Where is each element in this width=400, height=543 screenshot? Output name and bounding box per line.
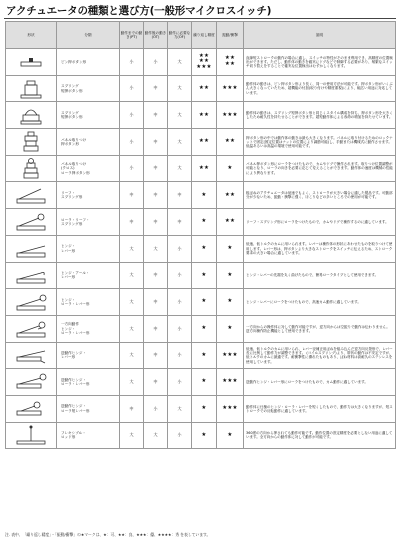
shape-cell: [6, 289, 57, 316]
pt-cell: 小: [120, 102, 144, 129]
header-ot: 動作後の動き(OT): [144, 22, 168, 49]
vibration-cell: ★: [217, 422, 244, 449]
reverse-roller-short-lever-icon: [11, 397, 51, 421]
table-row: [6, 342, 396, 369]
description-cell: 動作体の動きは、ピン押ボタン形より長く、同一の使用方法が可能です。押ボタン形がいくぶん大きくなっていたため、超機能の付加(取り付けや精度重視)により、幅広い用途に対応しています。: [244, 75, 396, 102]
vibration-cell: ★: [217, 155, 244, 182]
of-cell: 大: [168, 102, 192, 129]
repeat-cell: ★: [192, 395, 217, 422]
header-vibration: 振動/衝撃: [217, 22, 244, 49]
repeat-cell: ★: [192, 369, 217, 396]
ot-cell: 中: [144, 209, 168, 236]
repeat-cell: ★: [192, 235, 217, 262]
description-cell: パネル押ボタン形にローラをつけたもので、カムやドグで操作されます。取りつけ位置調整が可能となり、ローラの向きを必要に応じて変えることができます。動作体の速度は機械の性能により異なります。: [244, 155, 396, 182]
repeat-cell: ★: [192, 315, 217, 342]
shape-cell: [6, 422, 57, 449]
ot-cell: 中: [144, 182, 168, 209]
table-row: [6, 262, 396, 289]
description-cell: リーフ・スプリング形にローラをつけたもので、カムやドグで操作するのに適しています。: [244, 209, 396, 236]
ot-cell: 中: [144, 129, 168, 156]
vibration-cell: ★: [217, 289, 244, 316]
pin-plunger-icon: [11, 50, 51, 74]
of-cell: 小: [168, 235, 192, 262]
vibration-cell: ★: [217, 262, 244, 289]
table-row: [6, 129, 396, 156]
repeat-cell: ★★ ★★ ★★★: [192, 49, 217, 76]
pt-cell: 大: [120, 289, 144, 316]
panel-mount-roller-plunger-icon: [11, 157, 51, 181]
table-row: [6, 75, 396, 102]
class-cell: 逆動作ヒンジ・ レバー形: [57, 342, 120, 369]
description-cell: 低速、低トルクのカムに用いられ、レバー径補正用ばねを組み込んだ逆方向反発形で、レバー長に比例して動作力が調整できます。 (コイルスプリング)より、帯状の動作は不安定ですが、低トルクのカムに最適です。耐衝撃性に優れたものもあり、ばね材料は高耐久のステンレスを使用しています。: [244, 342, 396, 369]
ot-cell: 小: [144, 49, 168, 76]
shape-cell: [6, 369, 57, 396]
spring-plunger-icon: [11, 77, 51, 101]
repeat-cell: ★: [192, 422, 217, 449]
table-row: [6, 182, 396, 209]
pt-cell: 大: [120, 422, 144, 449]
table-row: [6, 315, 396, 342]
of-cell: 小: [168, 315, 192, 342]
of-cell: 大: [168, 155, 192, 182]
vibration-cell: ★★★: [217, 75, 244, 102]
shape-cell: [6, 75, 57, 102]
description-cell: 逆動作ヒンジ・レバー形にローラをつけたもので、カム動作に適しています。: [244, 369, 396, 396]
vibration-cell: ★★★: [217, 102, 244, 129]
reverse-hinge-lever-icon: [11, 343, 51, 367]
table-row: [6, 369, 396, 396]
vibration-cell: ★★ ★★: [217, 49, 244, 76]
table-row: [6, 289, 396, 316]
of-cell: 大: [168, 129, 192, 156]
shape-cell: [6, 102, 57, 129]
of-cell: 中: [168, 209, 192, 236]
vibration-cell: ★★★: [217, 369, 244, 396]
description-cell: 直線短ストロークの動作の場合に適し、スイッチの特性がそのまま利用でき、高精度の位置検出ができます。ただし、動作体の動きを確実にドグなどで制御する必要があり、頻繁なスイッチ切り替えをすることで確実な位置検出はむずかしくなります。: [244, 49, 396, 76]
class-cell: 逆動作ヒンジ・ ローラ・レバー形: [57, 369, 120, 396]
one-way-roller-lever-icon: [11, 317, 51, 341]
of-cell: 小: [168, 422, 192, 449]
shape-cell: [6, 262, 57, 289]
shape-cell: [6, 182, 57, 209]
ot-cell: 中: [144, 262, 168, 289]
vibration-cell: ★★: [217, 129, 244, 156]
vibration-cell: ★★★: [217, 395, 244, 422]
pt-cell: 大: [120, 235, 144, 262]
class-cell: フレキシブル・ ロッド形: [57, 422, 120, 449]
header-class: 分類: [57, 22, 120, 49]
repeat-cell: ★★: [192, 75, 217, 102]
repeat-cell: ★★: [192, 155, 217, 182]
table-row: [6, 209, 396, 236]
actuator-table: [5, 21, 396, 449]
shape-cell: [6, 395, 57, 422]
table-row: [6, 49, 396, 76]
hinge-roller-lever-icon: [11, 290, 51, 314]
pt-cell: 小: [120, 155, 144, 182]
description-cell: 動作体に仕様のヒンジ・ローラ・レバーを短くしたもので、動作力は大きくなりますが、短ストロークでの反転動作に適しています。: [244, 395, 396, 422]
vibration-cell: ★★: [217, 182, 244, 209]
ot-cell: 中: [144, 369, 168, 396]
ot-cell: 小: [144, 395, 168, 422]
flexible-rod-icon: [11, 423, 51, 447]
header-shape: 形状: [6, 22, 57, 49]
repeat-cell: ★: [192, 289, 217, 316]
ot-cell: 中: [144, 102, 168, 129]
spring-short-plunger-icon: [11, 103, 51, 127]
description-cell: 360度の方向から押されても動作可能です。動作位置の設定精度を必要としない用途に適しています。全方向からの動作体に対して動作が可能です。: [244, 422, 396, 449]
ot-cell: 中: [144, 342, 168, 369]
page-title: アクチュエータの種類と選び方(一般形マイクロスイッチ): [6, 5, 272, 17]
of-cell: 大: [168, 49, 192, 76]
footnote: 注. 表中、「繰り返し精度」・「振動/衝撃」の★マークは、★：可、★★：良、★★★：優、★★★★：秀 を表しています。: [5, 532, 211, 537]
ot-cell: 中: [144, 75, 168, 102]
pt-cell: 小: [120, 49, 144, 76]
class-cell: リーフ・ スプリング形: [57, 182, 120, 209]
pt-cell: 中: [120, 395, 144, 422]
vibration-cell: ★: [217, 315, 244, 342]
header-of: 動作に必要な力(OF): [168, 22, 192, 49]
ot-cell: 大: [144, 422, 168, 449]
table-row: [6, 235, 396, 262]
header-pt: 動作までの動き(PT): [120, 22, 144, 49]
shape-cell: [6, 315, 57, 342]
repeat-cell: ★★: [192, 102, 217, 129]
class-cell: パネル取りつけ (クロス) ローラ押ボタン形: [57, 155, 120, 182]
header-repeat: 繰り返し精度: [192, 22, 217, 49]
pt-cell: 大: [120, 369, 144, 396]
table-row: [6, 422, 396, 449]
class-cell: ヒンジ・アール・ レバー形: [57, 262, 120, 289]
hinge-arc-lever-icon: [11, 263, 51, 287]
reverse-hinge-roller-lever-icon: [11, 370, 51, 394]
vibration-cell: ★★: [217, 209, 244, 236]
ot-cell: 中: [144, 155, 168, 182]
class-cell: スプリング 短押ボタン形: [57, 102, 120, 129]
shape-cell: [6, 235, 57, 262]
of-cell: 小: [168, 262, 192, 289]
class-cell: スプリング 短押ボタン形: [57, 75, 120, 102]
class-cell: ヒンジ・ ローラ・レバー形: [57, 289, 120, 316]
description-cell: 板ばねのアクチュエータは低速でもよく、ストロークが大きい場合に適した製品です。可動部分が少ないため、振動・衝撃に強く、ほこりなどの多いところでの使用が可能です。: [244, 182, 396, 209]
ot-cell: 大: [144, 235, 168, 262]
shape-cell: [6, 209, 57, 236]
table-row: [6, 102, 396, 129]
class-cell: ピン押ボタン形: [57, 49, 120, 76]
class-cell: 逆動作ヒンジ・ ローラ短レバー形: [57, 395, 120, 422]
repeat-cell: ★: [192, 342, 217, 369]
repeat-cell: ★: [192, 262, 217, 289]
description-cell: ヒンジ・レバーにローラをつけたもので、高速カム動作に適しています。: [244, 289, 396, 316]
title-rule: [4, 18, 396, 19]
repeat-cell: ★: [192, 209, 217, 236]
description-cell: 一方向からの操作体に対して動作可能ですが、逆方向からは空振りで動作は伝わりません。逆方向操作防止機能として使用できます。: [244, 315, 396, 342]
class-cell: パネル取りつけ 押ボタン形: [57, 129, 120, 156]
ot-cell: 中: [144, 315, 168, 342]
class-cell: 一方向動作 ヒンジ・ ローラ・レバー形: [57, 315, 120, 342]
leaf-spring-icon: [11, 183, 51, 207]
shape-cell: [6, 155, 57, 182]
header-description: 説明: [244, 22, 396, 49]
shape-cell: [6, 342, 57, 369]
description-cell: 押ボタン形の中では動作体の動きは最も大きくなります。パネルに取り付けるためのロックナットで固定(固定位置はナットの位置により調節可能)し、手動または機械式に動作させます。低温あるいは高温の環境で使用可能です。: [244, 129, 396, 156]
of-cell: 大: [168, 395, 192, 422]
vibration-cell: ★: [217, 235, 244, 262]
table-row: [6, 155, 396, 182]
ot-cell: 中: [144, 289, 168, 316]
of-cell: 小: [168, 369, 192, 396]
pt-cell: 小: [120, 129, 144, 156]
of-cell: 中: [168, 182, 192, 209]
description-cell: ヒンジ・レバーの先端を丸く曲げたもので、簡易ローラタイプとして使用できます。: [244, 262, 396, 289]
side-note: (コイルスプリング)より、帯状の動作は不安定ですが、低トルクのカムに最適です。耐衝撃性に優れたものもあり、ばね材料は高耐久のステンレスを使用しています。: [246, 351, 393, 364]
vibration-cell: ★★★: [217, 342, 244, 369]
description-cell: 動作体の動きは、スプリング短押ボタン形と同じくスタイル構成を持ち、押ボタン形を大きくしたため耐久性を持たせることができます。超短動作体による寿命の増加を持たせています。: [244, 102, 396, 129]
shape-cell: [6, 129, 57, 156]
pt-cell: 中: [120, 182, 144, 209]
class-cell: ヒンジ・ レバー形: [57, 235, 120, 262]
pt-cell: 大: [120, 315, 144, 342]
of-cell: 大: [168, 75, 192, 102]
roller-leaf-spring-icon: [11, 210, 51, 234]
of-cell: 小: [168, 289, 192, 316]
pt-cell: 大: [120, 262, 144, 289]
hinge-lever-icon: [11, 237, 51, 261]
pt-cell: 小: [120, 75, 144, 102]
table-row: [6, 395, 396, 422]
table-header-row: [6, 22, 396, 49]
pt-cell: 大: [120, 342, 144, 369]
repeat-cell: ★: [192, 182, 217, 209]
pt-cell: 中: [120, 209, 144, 236]
repeat-cell: ★★: [192, 129, 217, 156]
shape-cell: [6, 49, 57, 76]
class-cell: ローラ・リーフ・ スプリング形: [57, 209, 120, 236]
description-cell: 低速、低トルクのカムに用いられます。レバーは操作体の形状にあわせたものを取りつけて使用します。レバー形は、押ボタンより大きなストロークをスイッチに伝えるため、ストローク要求の大きい場合に適しています。: [244, 235, 396, 262]
panel-mount-plunger-icon: [11, 130, 51, 154]
of-cell: 小: [168, 342, 192, 369]
